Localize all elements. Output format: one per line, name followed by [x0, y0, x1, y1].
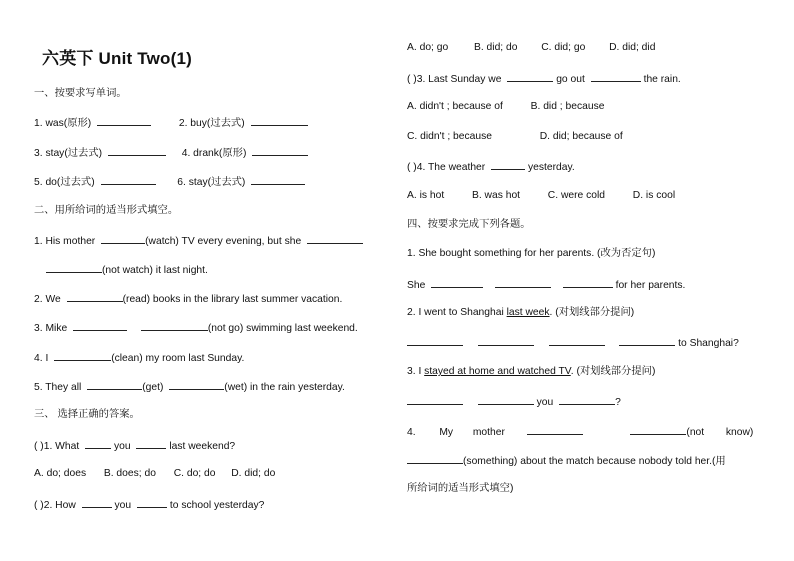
sec2-q2 — [34, 291, 342, 306]
question-text: 4. I — [34, 353, 49, 364]
answer-blank[interactable] — [591, 71, 641, 82]
question-text: mother — [472, 427, 505, 438]
option-c[interactable]: C. didn't ; because — [407, 131, 492, 142]
answer-blank[interactable] — [73, 320, 127, 331]
answer-blank[interactable] — [478, 335, 534, 346]
answer-blank[interactable] — [307, 233, 363, 244]
option-b[interactable]: B. does; do — [103, 468, 156, 479]
question-text: 3. I — [407, 366, 425, 377]
answer-blank[interactable] — [407, 335, 463, 346]
question-text: (not watch) it last night. — [102, 265, 208, 276]
underlined-phrase: last week — [506, 307, 550, 318]
answer-blank[interactable] — [137, 497, 167, 508]
sec4-q2 — [407, 306, 634, 319]
option-d[interactable]: D. did; do — [231, 468, 276, 479]
section-4-heading: 四、按要求完成下列各题。 — [407, 219, 531, 230]
sec4-q4-cont-2: 所给词的适当形式填空) — [407, 483, 514, 494]
question-text: you — [113, 441, 131, 452]
option-c[interactable]: C. were cold — [547, 190, 606, 201]
sec4-q4 — [407, 424, 753, 439]
option-b[interactable]: B. did; do — [473, 42, 518, 53]
question-text: ( )1. What — [34, 441, 80, 452]
question-text: (not go) swimming last weekend. — [207, 323, 358, 334]
question-text: . (对划线部分提问) — [549, 307, 635, 318]
question-text: . (对划线部分提问) — [570, 366, 656, 377]
answer-blank[interactable] — [563, 277, 613, 288]
question-text: 3. Mike — [34, 323, 68, 334]
option-a[interactable]: A. is hot — [407, 190, 445, 201]
sec3-q3-options-cd — [407, 130, 623, 143]
option-d[interactable]: D. did; because of — [539, 131, 623, 142]
answer-blank[interactable] — [407, 394, 463, 405]
question-text: 1. His mother — [34, 236, 96, 247]
answer-blank[interactable] — [87, 379, 142, 390]
answer-blank[interactable] — [251, 115, 308, 126]
answer-blank[interactable] — [108, 145, 166, 156]
question-text: for her parents. — [615, 280, 686, 291]
answer-blank[interactable] — [478, 394, 534, 405]
sec1-row-2 — [34, 145, 308, 160]
answer-blank[interactable] — [46, 262, 102, 273]
sec3-q1-options — [34, 467, 275, 480]
page-title: 六英下 Unit Two(1) — [42, 49, 192, 68]
sec1-item-6: 6. stay(过去式) — [177, 177, 246, 188]
answer-blank[interactable] — [136, 438, 166, 449]
answer-blank[interactable] — [407, 453, 463, 464]
sec3-q2-options — [407, 41, 655, 54]
question-text: 5. They all — [34, 382, 82, 393]
underlined-phrase: stayed at home and watched TV — [424, 366, 571, 377]
sec1-item-3: 3. stay(过去式) — [34, 148, 103, 159]
question-text: ( )3. Last Sunday we — [407, 74, 502, 85]
question-text: know) — [725, 427, 754, 438]
answer-blank[interactable] — [431, 277, 483, 288]
question-text: (watch) TV every evening, but she — [145, 236, 302, 247]
option-d[interactable]: D. did; did — [609, 42, 656, 53]
sec3-q2 — [34, 497, 264, 512]
sec1-item-2: 2. buy(过去式) — [178, 118, 245, 129]
option-c[interactable]: C. do; do — [173, 468, 216, 479]
question-text: (not — [686, 427, 705, 438]
answer-blank[interactable] — [101, 233, 145, 244]
question-text: ( )2. How — [34, 500, 76, 511]
sec4-q1: 1. She bought something for her parents. (改为否定句) — [407, 248, 656, 259]
option-a[interactable]: A. didn't ; because of — [407, 101, 503, 112]
sec2-q1 — [34, 233, 363, 248]
section-1-heading: 一、按要求写单词。 — [34, 88, 127, 99]
sec2-q1-cont — [46, 262, 208, 277]
answer-blank[interactable] — [54, 350, 111, 361]
sec3-q3 — [407, 71, 681, 86]
option-d[interactable]: D. is cool — [632, 190, 676, 201]
section-3-heading: 三、 选择正确的答案。 — [34, 409, 140, 420]
answer-blank[interactable] — [559, 394, 615, 405]
sec3-q3-options-ab — [407, 100, 604, 113]
answer-blank[interactable] — [630, 424, 686, 435]
question-text: you — [536, 397, 554, 408]
answer-blank[interactable] — [169, 379, 224, 390]
question-text: the rain. — [643, 74, 681, 85]
sec2-q5 — [34, 379, 345, 394]
question-text: go out — [556, 74, 585, 85]
sec1-item-4: 4. drank(原形) — [181, 148, 247, 159]
sec3-q4-options — [407, 189, 675, 202]
question-text: ? — [615, 397, 621, 408]
question-text: (something) about the match because nobody told her.(用 — [463, 456, 726, 467]
sec2-q3 — [34, 320, 358, 335]
sec4-q2-answer — [407, 335, 739, 350]
sec2-q4 — [34, 350, 244, 365]
question-text: (wet) in the rain yesterday. — [224, 382, 345, 393]
option-c[interactable]: C. did; go — [541, 42, 586, 53]
answer-blank[interactable] — [97, 115, 151, 126]
question-text: to school yesterday? — [169, 500, 265, 511]
option-a[interactable]: A. do; does — [34, 468, 87, 479]
sec4-q1-answer — [407, 277, 685, 292]
sec4-q3 — [407, 365, 655, 378]
answer-blank[interactable] — [619, 335, 675, 346]
sec1-row-3 — [34, 174, 305, 189]
option-b[interactable]: B. did ; because — [530, 101, 605, 112]
answer-blank[interactable] — [141, 320, 208, 331]
sec1-row-1 — [34, 115, 308, 130]
question-text: 2. We — [34, 294, 61, 305]
sec3-q1 — [34, 438, 235, 453]
answer-blank[interactable] — [252, 145, 308, 156]
question-text: ( )4. The weather — [407, 162, 486, 173]
question-text: yesterday. — [527, 162, 575, 173]
sec4-q3-answer — [407, 394, 621, 409]
question-text: 2. I went to Shanghai — [407, 307, 507, 318]
answer-blank[interactable] — [67, 291, 123, 302]
question-text: to Shanghai? — [678, 338, 739, 349]
question-text: you — [114, 500, 132, 511]
sec4-q4-cont — [407, 453, 726, 468]
answer-blank[interactable] — [507, 71, 553, 82]
question-text: (clean) my room last Sunday. — [111, 353, 245, 364]
question-text: She — [407, 280, 426, 291]
sec1-item-1: 1. was(原形) — [34, 118, 92, 129]
answer-blank[interactable] — [82, 497, 112, 508]
question-text: My — [439, 427, 454, 438]
answer-blank[interactable] — [491, 159, 525, 170]
answer-blank[interactable] — [85, 438, 111, 449]
sec1-item-5: 5. do(过去式) — [34, 177, 95, 188]
answer-blank[interactable] — [527, 424, 583, 435]
question-text: 4. — [407, 427, 416, 438]
sec3-q4 — [407, 159, 575, 174]
option-a[interactable]: A. do; go — [407, 42, 449, 53]
question-text: last weekend? — [169, 441, 236, 452]
question-text: (get) — [142, 382, 164, 393]
answer-blank[interactable] — [251, 174, 305, 185]
option-b[interactable]: B. was hot — [471, 190, 521, 201]
section-2-heading: 二、用所给词的适当形式填空。 — [34, 205, 179, 216]
answer-blank[interactable] — [549, 335, 605, 346]
answer-blank[interactable] — [101, 174, 156, 185]
answer-blank[interactable] — [495, 277, 551, 288]
question-text: (read) books in the library last summer vacation. — [122, 294, 343, 305]
